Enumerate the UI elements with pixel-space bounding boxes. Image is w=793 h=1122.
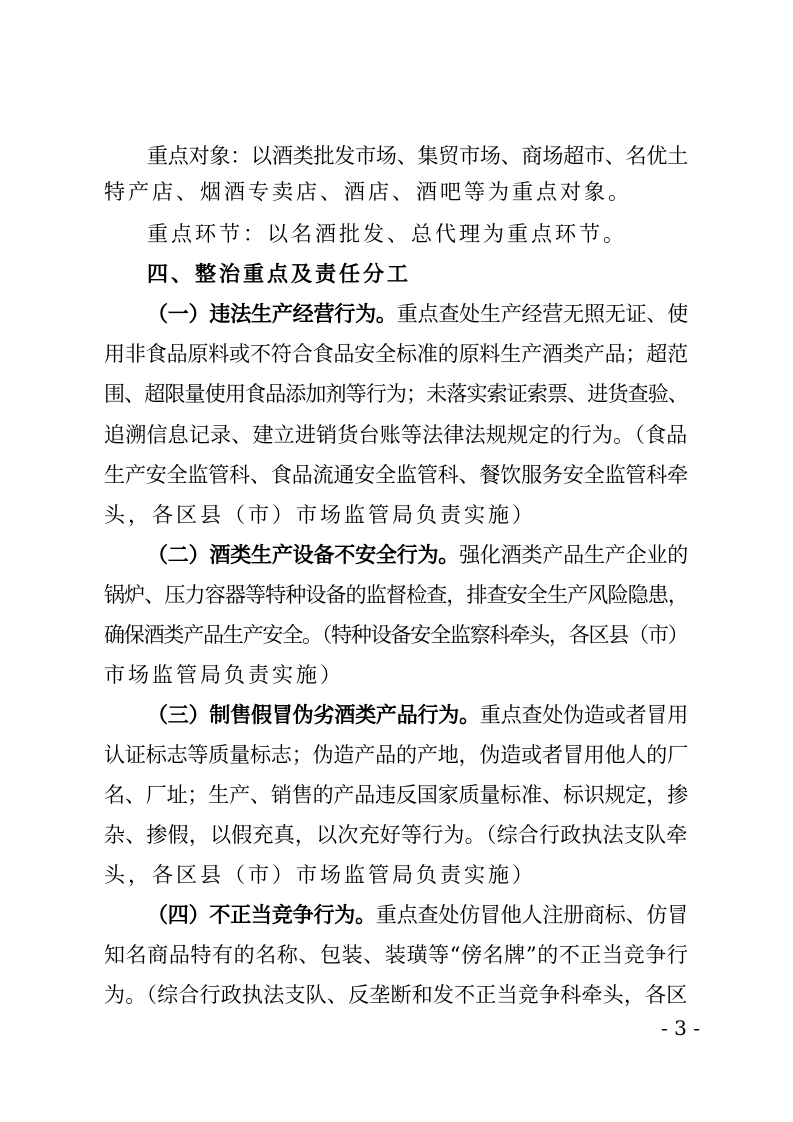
paragraph-key-targets-line-2: 特产店、烟酒专卖店、酒店、酒吧等为重点对象。	[104, 180, 632, 204]
item-2-line-1: （二）酒类生产设备不安全行为。强化酒类产品生产企业的	[147, 543, 689, 567]
item-3-title: （三）制售假冒伪劣酒类产品行为。	[147, 703, 480, 727]
item-1-line-1: （一）违法生产经营行为。重点查处生产经营无照无证、使	[147, 302, 689, 326]
paragraph-key-links-line-1: 重点环节：以名酒批发、总代理为重点环节。	[147, 222, 627, 246]
page-number: - 3 -	[661, 1016, 700, 1040]
item-3-line-1: （三）制售假冒伪劣酒类产品行为。重点查处伪造或者冒用	[147, 703, 688, 727]
item-1-line-2: 用非食品原料或不符合食品安全标准的原料生产酒类产品；超范	[104, 342, 688, 366]
item-1-line-6: 头，各区县（市）市场监管局负责实施）	[104, 503, 536, 527]
item-4-line-1: （四）不正当竞争行为。重点查处仿冒他人注册商标、仿冒	[147, 903, 689, 927]
item-3-line-2: 认证标志等质量标志；伪造产品的产地，伪造或者冒用他人的厂	[104, 743, 688, 767]
item-2-line-3: 确保酒类产品生产安全。（特种设备安全监察科牵头，各区县（市）	[104, 623, 688, 647]
item-2-title: （二）酒类生产设备不安全行为。	[147, 543, 460, 567]
item-1-line-5: 生产安全监管科、食品流通安全监管科、餐饮服务安全监管科牵	[104, 463, 688, 487]
item-3-line-4: 杂、掺假，以假充真，以次充好等行为。（综合行政执法支队牵	[104, 823, 688, 847]
item-3-line-5: 头，各区县（市）市场监管局负责实施）	[104, 863, 536, 887]
item-1-title: （一）违法生产经营行为。	[147, 302, 397, 326]
item-2-line-4: 市场监管局负责实施）	[104, 663, 344, 687]
item-4-line-3: 为。（综合行政执法支队、反垄断和发不正当竞争科牵头，各区	[104, 983, 688, 1007]
section-heading-4: 四、整治重点及责任分工	[147, 262, 411, 286]
item-1-line-4: 追溯信息记录、建立进销货台账等法律法规规定的行为。（食品	[104, 423, 688, 447]
item-1-line-3: 围、超限量使用食品添加剂等行为；未落实索证索票、进货查验、	[104, 382, 688, 406]
item-2-line-2: 锅炉、压力容器等特种设备的监督检查，排查安全生产风险隐患，	[104, 583, 688, 607]
item-3-line-3: 名、厂址；生产、销售的产品违反国家质量标准、标识规定，掺	[104, 783, 688, 807]
paragraph-key-targets-line-1: 重点对象：以酒类批发市场、集贸市场、商场超市、名优土	[147, 144, 688, 168]
item-4-title: （四）不正当竞争行为。	[147, 903, 376, 927]
item-4-line-2: 知名商品特有的名称、包装、装璜等“傍名牌”的不正当竞争行	[104, 943, 689, 967]
